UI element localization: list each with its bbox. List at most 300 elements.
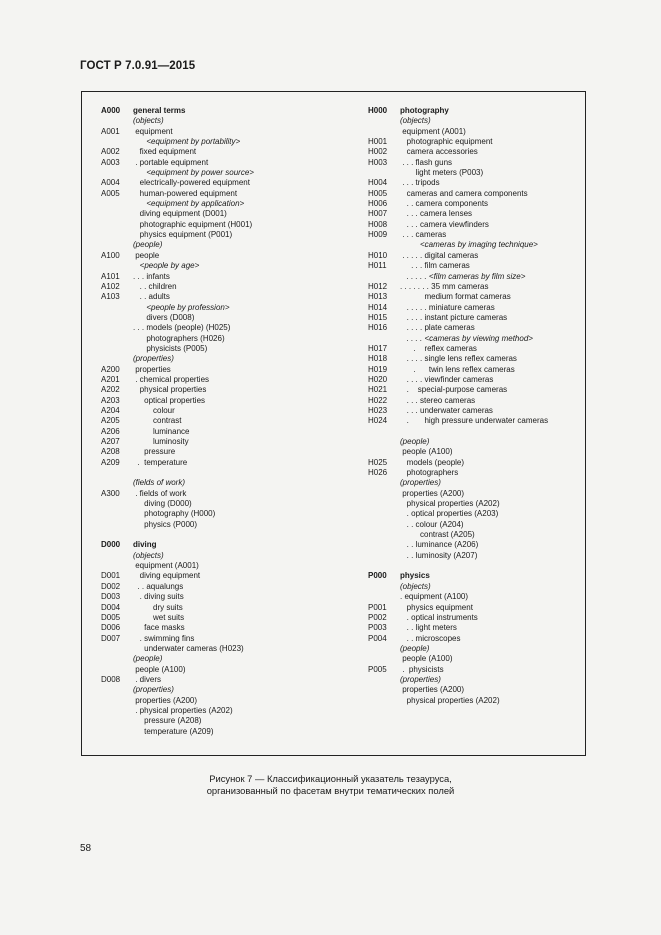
thesaurus-term: . divers <box>133 674 162 684</box>
thesaurus-term: face masks <box>133 623 185 633</box>
term-row <box>101 716 351 726</box>
thesaurus-term: . twin lens reflex cameras <box>400 364 515 374</box>
thesaurus-term: . . . tripods <box>400 178 440 188</box>
thesaurus-term: . . . . plate cameras <box>400 323 475 333</box>
thesaurus-term: (people) <box>133 240 163 250</box>
thesaurus-term: . . . . single lens reflex cameras <box>400 354 517 364</box>
thesaurus-term: people (A100) <box>400 654 453 664</box>
thesaurus-term: models (people) <box>400 457 465 467</box>
term-row <box>368 251 583 261</box>
term-row <box>368 282 583 292</box>
thesaurus-term: . . . . . <film cameras by film size> <box>400 271 526 281</box>
thesaurus-term: cameras and camera components <box>400 188 528 198</box>
term-row <box>101 334 351 344</box>
facet-label-row <box>368 334 583 344</box>
thesaurus-term: people (A100) <box>400 447 453 457</box>
term-row <box>368 375 583 385</box>
thesaurus-term: diving (D000) <box>133 499 192 509</box>
term-row <box>368 354 583 364</box>
term-row <box>101 292 351 302</box>
thesaurus-term: . fields of work <box>133 488 187 498</box>
term-row <box>368 468 583 478</box>
term-row <box>101 665 351 675</box>
term-row <box>101 230 351 240</box>
term-row <box>101 272 351 282</box>
term-row <box>368 447 583 457</box>
classification-code: A005 <box>101 188 120 198</box>
classification-code: H000 <box>368 106 388 115</box>
term-row <box>368 654 583 664</box>
thesaurus-term: . physical properties (A202) <box>133 705 233 715</box>
facet-label-row <box>101 261 351 271</box>
thesaurus-term: medium format cameras <box>400 292 511 302</box>
classification-code: H020 <box>368 374 388 384</box>
facet-label-row <box>101 478 351 488</box>
thesaurus-term: photography <box>400 106 449 115</box>
thesaurus-term: optical properties <box>133 395 206 405</box>
facet-label-row <box>101 551 351 561</box>
classification-code: A208 <box>101 447 120 457</box>
term-row <box>368 147 583 157</box>
thesaurus-term: . physicists <box>400 664 444 674</box>
term-row <box>101 489 351 499</box>
classification-code: A202 <box>101 385 120 395</box>
thesaurus-term: . . light meters <box>400 623 457 633</box>
term-row <box>368 199 583 209</box>
term-row <box>368 385 583 395</box>
thesaurus-term: properties (A200) <box>400 685 465 695</box>
term-row <box>368 178 583 188</box>
thesaurus-term: physical properties (A202) <box>400 499 500 509</box>
term-row <box>101 406 351 416</box>
thesaurus-term: . . . . viewfinder cameras <box>400 374 494 384</box>
facet-label-row <box>101 354 351 364</box>
thesaurus-term: <equipment by power source> <box>133 168 254 178</box>
thesaurus-term: properties (A200) <box>133 695 198 705</box>
classification-code: D001 <box>101 571 121 581</box>
classification-code: P000 <box>368 571 387 581</box>
term-row <box>368 499 583 509</box>
classification-code: H011 <box>368 261 387 271</box>
term-row <box>101 323 351 333</box>
classification-code: A003 <box>101 157 120 167</box>
classification-code: A004 <box>101 178 120 188</box>
thesaurus-term: (properties) <box>133 354 174 364</box>
classification-code: P004 <box>368 633 387 643</box>
term-row <box>368 209 583 219</box>
thesaurus-term: dry suits <box>133 602 183 612</box>
thesaurus-term: . . . flash guns <box>400 157 453 167</box>
thesaurus-term: . . . models (people) (H025) <box>133 323 231 333</box>
facet-label-row <box>101 240 351 250</box>
thesaurus-term: <equipment by application> <box>133 199 245 209</box>
thesaurus-term: <people by age> <box>133 261 200 271</box>
thesaurus-term: <cameras by imaging technique> <box>400 240 538 250</box>
facet-label-row <box>368 437 583 447</box>
term-row <box>101 147 351 157</box>
facet-label-row <box>368 116 583 126</box>
term-row <box>101 396 351 406</box>
classification-code: H007 <box>368 209 388 219</box>
thesaurus-term: . . . camera viewfinders <box>400 219 489 229</box>
classification-code: H015 <box>368 312 388 322</box>
term-row <box>101 282 351 292</box>
classification-code: H013 <box>368 292 388 302</box>
document-header: ГОСТ Р 7.0.91—2015 <box>80 60 196 72</box>
thesaurus-term: . equipment (A100) <box>400 592 469 602</box>
term-row <box>368 603 583 613</box>
term-row <box>101 375 351 385</box>
term-row <box>101 561 351 571</box>
thesaurus-term: properties (A200) <box>400 488 465 498</box>
thesaurus-term: people <box>133 250 160 260</box>
classification-code: P002 <box>368 612 387 622</box>
term-row <box>101 158 351 168</box>
term-row <box>368 137 583 147</box>
thesaurus-term: . portable equipment <box>133 157 209 167</box>
thesaurus-term: (objects) <box>400 581 431 591</box>
term-row <box>368 127 583 137</box>
thesaurus-term: (objects) <box>133 116 164 126</box>
term-row <box>101 644 351 654</box>
classification-code: D002 <box>101 581 121 591</box>
term-row <box>101 427 351 437</box>
term-row <box>101 520 351 530</box>
thesaurus-term: (properties) <box>400 478 441 488</box>
term-row <box>368 220 583 230</box>
thesaurus-term: photographers <box>400 468 459 478</box>
thesaurus-term: . . aqualungs <box>133 581 184 591</box>
thesaurus-term: equipment (A001) <box>133 561 199 571</box>
term-row <box>101 437 351 447</box>
classification-code: H001 <box>368 137 388 147</box>
term-row <box>368 634 583 644</box>
thesaurus-term: . . adults <box>133 292 170 302</box>
term-row <box>101 365 351 375</box>
thesaurus-term: . . . . instant picture cameras <box>400 312 508 322</box>
spacer-row <box>101 468 351 478</box>
facet-label-row <box>368 582 583 592</box>
thesaurus-term: contrast (A205) <box>400 530 475 540</box>
thesaurus-term: (objects) <box>133 550 164 560</box>
classification-code: D007 <box>101 633 121 643</box>
classification-code: H017 <box>368 343 388 353</box>
thesaurus-term: physics equipment (P001) <box>133 230 233 240</box>
term-row <box>101 675 351 685</box>
classification-code: D004 <box>101 602 121 612</box>
facet-label-row <box>101 168 351 178</box>
term-row <box>368 489 583 499</box>
thesaurus-term: . swimming fins <box>133 633 195 643</box>
thesaurus-term: diving <box>133 540 157 550</box>
thesaurus-term: temperature (A209) <box>133 726 214 736</box>
thesaurus-term: . . . . . . . 35 mm cameras <box>400 281 489 291</box>
classification-code: A206 <box>101 426 120 436</box>
facet-label-row <box>368 478 583 488</box>
classification-code: A201 <box>101 374 120 384</box>
term-row <box>101 509 351 519</box>
term-row <box>368 261 583 271</box>
thesaurus-term: . . . . . miniature cameras <box>400 302 495 312</box>
term-row <box>101 447 351 457</box>
thesaurus-term: . optical properties (A203) <box>400 509 499 519</box>
classification-code: H005 <box>368 188 388 198</box>
thesaurus-term: . diving suits <box>133 592 184 602</box>
classification-code: A000 <box>101 106 121 115</box>
classification-code: A002 <box>101 147 120 157</box>
term-row <box>101 706 351 716</box>
section-heading-row <box>368 106 583 116</box>
term-row <box>368 230 583 240</box>
term-row <box>101 696 351 706</box>
classification-code: H016 <box>368 323 388 333</box>
term-row <box>101 499 351 509</box>
thesaurus-term: colour <box>133 405 175 415</box>
classification-code: H019 <box>368 364 388 374</box>
term-row <box>368 313 583 323</box>
facet-label-row <box>101 303 351 313</box>
thesaurus-term: . . . . . digital cameras <box>400 250 479 260</box>
classification-code: H009 <box>368 230 388 240</box>
thesaurus-term: light meters (P003) <box>400 168 484 178</box>
classification-code: H012 <box>368 281 388 291</box>
thesaurus-term: . reflex cameras <box>400 343 477 353</box>
thesaurus-term: physics (P000) <box>133 519 198 529</box>
thesaurus-term: . chemical properties <box>133 374 210 384</box>
thesaurus-term: (people) <box>400 437 430 446</box>
thesaurus-term: physicists (P005) <box>133 343 208 353</box>
classification-code: A207 <box>101 437 120 446</box>
classification-code: P005 <box>368 664 387 674</box>
classification-code: H022 <box>368 395 388 405</box>
thesaurus-term: . . . stereo cameras <box>400 395 476 405</box>
term-row <box>101 209 351 219</box>
classification-code: D006 <box>101 623 121 633</box>
thesaurus-term: photographic equipment <box>400 137 493 147</box>
thesaurus-term: . . luminosity (A207) <box>400 550 478 560</box>
thesaurus-term: . . microscopes <box>400 633 461 643</box>
thesaurus-term: people (A100) <box>133 664 186 674</box>
thesaurus-term: photographic equipment (H001) <box>133 219 253 229</box>
thesaurus-term: physics <box>400 571 430 581</box>
thesaurus-term: . . colour (A204) <box>400 519 464 529</box>
thesaurus-term: (properties) <box>133 685 174 695</box>
thesaurus-term: (people) <box>400 643 430 653</box>
term-row <box>368 520 583 530</box>
thesaurus-term: . special-purpose cameras <box>400 385 508 395</box>
term-row <box>101 603 351 613</box>
term-row <box>368 158 583 168</box>
term-row <box>101 313 351 323</box>
term-row <box>368 406 583 416</box>
term-row <box>368 613 583 623</box>
thesaurus-term: . . luminance (A206) <box>400 540 479 550</box>
thesaurus-term: general terms <box>133 106 186 115</box>
term-row <box>368 530 583 540</box>
spacer-row <box>368 561 583 571</box>
thesaurus-term: contrast <box>133 416 182 426</box>
term-row <box>101 458 351 468</box>
term-row <box>368 540 583 550</box>
facet-label-row <box>101 137 351 147</box>
thesaurus-term: . . children <box>133 281 177 291</box>
term-row <box>101 571 351 581</box>
term-row <box>368 458 583 468</box>
thesaurus-term: (fields of work) <box>133 478 186 488</box>
term-row <box>368 292 583 302</box>
term-row <box>368 551 583 561</box>
term-row <box>101 385 351 395</box>
classification-code: H014 <box>368 302 388 312</box>
thesaurus-term: human-powered equipment <box>133 188 238 198</box>
facet-label-row <box>101 685 351 695</box>
section-heading-row <box>101 106 351 116</box>
facet-label-row <box>101 199 351 209</box>
facet-label-row <box>101 654 351 664</box>
term-row <box>101 634 351 644</box>
thesaurus-term: . high pressure underwater cameras <box>400 416 549 426</box>
term-row <box>368 665 583 675</box>
thesaurus-term: . . . . <cameras by viewing method> <box>400 333 533 343</box>
thesaurus-term: diving equipment <box>133 571 201 581</box>
thesaurus-term: pressure <box>133 447 176 457</box>
classification-code: A103 <box>101 292 120 302</box>
classification-code: D003 <box>101 592 121 602</box>
thesaurus-term: physical properties (A202) <box>400 695 500 705</box>
term-row <box>368 623 583 633</box>
classification-code: P003 <box>368 623 387 633</box>
thesaurus-term: equipment <box>133 126 173 136</box>
thesaurus-term: underwater cameras (H023) <box>133 643 244 653</box>
classification-code: H024 <box>368 416 388 426</box>
facet-label-row <box>101 116 351 126</box>
thesaurus-term: . . . infants <box>133 271 170 281</box>
classification-code: A209 <box>101 457 120 467</box>
thesaurus-term: pressure (A208) <box>133 716 202 726</box>
facet-label-row <box>368 675 583 685</box>
term-row <box>101 178 351 188</box>
term-row <box>368 323 583 333</box>
left-column <box>101 106 351 737</box>
term-row <box>101 344 351 354</box>
classification-code: A204 <box>101 405 120 415</box>
term-row <box>368 365 583 375</box>
classification-code: A101 <box>101 271 120 281</box>
classification-code: P001 <box>368 602 387 612</box>
figure-caption-line-1: Рисунок 7 — Классификационный указатель тезауруса, <box>209 773 452 784</box>
classification-code: H003 <box>368 157 388 167</box>
classification-code: A200 <box>101 364 120 374</box>
term-row <box>101 251 351 261</box>
thesaurus-term: wet suits <box>133 612 185 622</box>
term-row <box>368 696 583 706</box>
classification-code: A100 <box>101 250 120 260</box>
classification-code: H002 <box>368 147 388 157</box>
thesaurus-term: . . . film cameras <box>400 261 470 271</box>
thesaurus-term: fixed equipment <box>133 147 197 157</box>
term-row <box>368 168 583 178</box>
classification-code: H026 <box>368 468 388 478</box>
classification-code: H008 <box>368 219 388 229</box>
thesaurus-term: luminance <box>133 426 190 436</box>
term-row <box>368 592 583 602</box>
right-column <box>368 106 583 706</box>
thesaurus-term: diving equipment (D001) <box>133 209 227 219</box>
classification-code: A102 <box>101 281 120 291</box>
thesaurus-term: . . camera components <box>400 199 489 209</box>
classification-code: A203 <box>101 395 120 405</box>
classification-code: D000 <box>101 540 121 550</box>
figure-caption-line-2: организованный по фасетам внутри тематических полей <box>206 785 455 796</box>
term-row <box>101 220 351 230</box>
thesaurus-term: . optical instruments <box>400 612 478 622</box>
thesaurus-term: (properties) <box>400 674 441 684</box>
facet-label-row <box>368 644 583 654</box>
section-heading-row <box>101 540 351 550</box>
thesaurus-term: (objects) <box>400 116 431 126</box>
term-row <box>101 623 351 633</box>
classification-code: H004 <box>368 178 388 188</box>
classification-code: A001 <box>101 126 120 136</box>
classification-code: H006 <box>368 199 388 209</box>
term-row <box>368 416 583 426</box>
thesaurus-term: properties <box>133 364 171 374</box>
thesaurus-term: electrically-powered equipment <box>133 178 250 188</box>
thesaurus-term: . . . cameras <box>400 230 447 240</box>
thesaurus-term: <people by profession> <box>133 302 230 312</box>
classification-code: A205 <box>101 416 120 426</box>
thesaurus-term: <equipment by portability> <box>133 137 241 147</box>
classification-code: D008 <box>101 674 121 684</box>
classification-code: H018 <box>368 354 388 364</box>
facet-label-row <box>368 272 583 282</box>
spacer-row <box>101 530 351 540</box>
thesaurus-term: photography (H000) <box>133 509 216 519</box>
figure-frame <box>81 91 586 756</box>
term-row <box>368 303 583 313</box>
term-row <box>101 592 351 602</box>
page-number: 58 <box>80 843 92 854</box>
term-row <box>101 416 351 426</box>
classification-code: A300 <box>101 488 120 498</box>
thesaurus-term: . . . camera lenses <box>400 209 473 219</box>
thesaurus-term: luminosity <box>133 437 189 446</box>
thesaurus-term: equipment (A001) <box>400 126 466 136</box>
thesaurus-term: (people) <box>133 654 163 664</box>
term-row <box>368 509 583 519</box>
section-heading-row <box>368 571 583 581</box>
thesaurus-term: camera accessories <box>400 147 478 157</box>
classification-code: H023 <box>368 405 388 415</box>
term-row <box>368 344 583 354</box>
term-row <box>368 396 583 406</box>
thesaurus-term: physical properties <box>133 385 207 395</box>
term-row <box>101 613 351 623</box>
classification-code: H025 <box>368 457 388 467</box>
thesaurus-term: . . . underwater cameras <box>400 405 493 415</box>
term-row <box>368 189 583 199</box>
term-row <box>101 189 351 199</box>
classification-code: D005 <box>101 612 121 622</box>
classification-code: H021 <box>368 385 388 395</box>
classification-code: H010 <box>368 250 388 260</box>
facet-label-row <box>368 240 583 250</box>
thesaurus-term: photographers (H026) <box>133 333 225 343</box>
term-row <box>101 727 351 737</box>
term-row <box>101 582 351 592</box>
thesaurus-term: physics equipment <box>400 602 473 612</box>
term-row <box>101 127 351 137</box>
